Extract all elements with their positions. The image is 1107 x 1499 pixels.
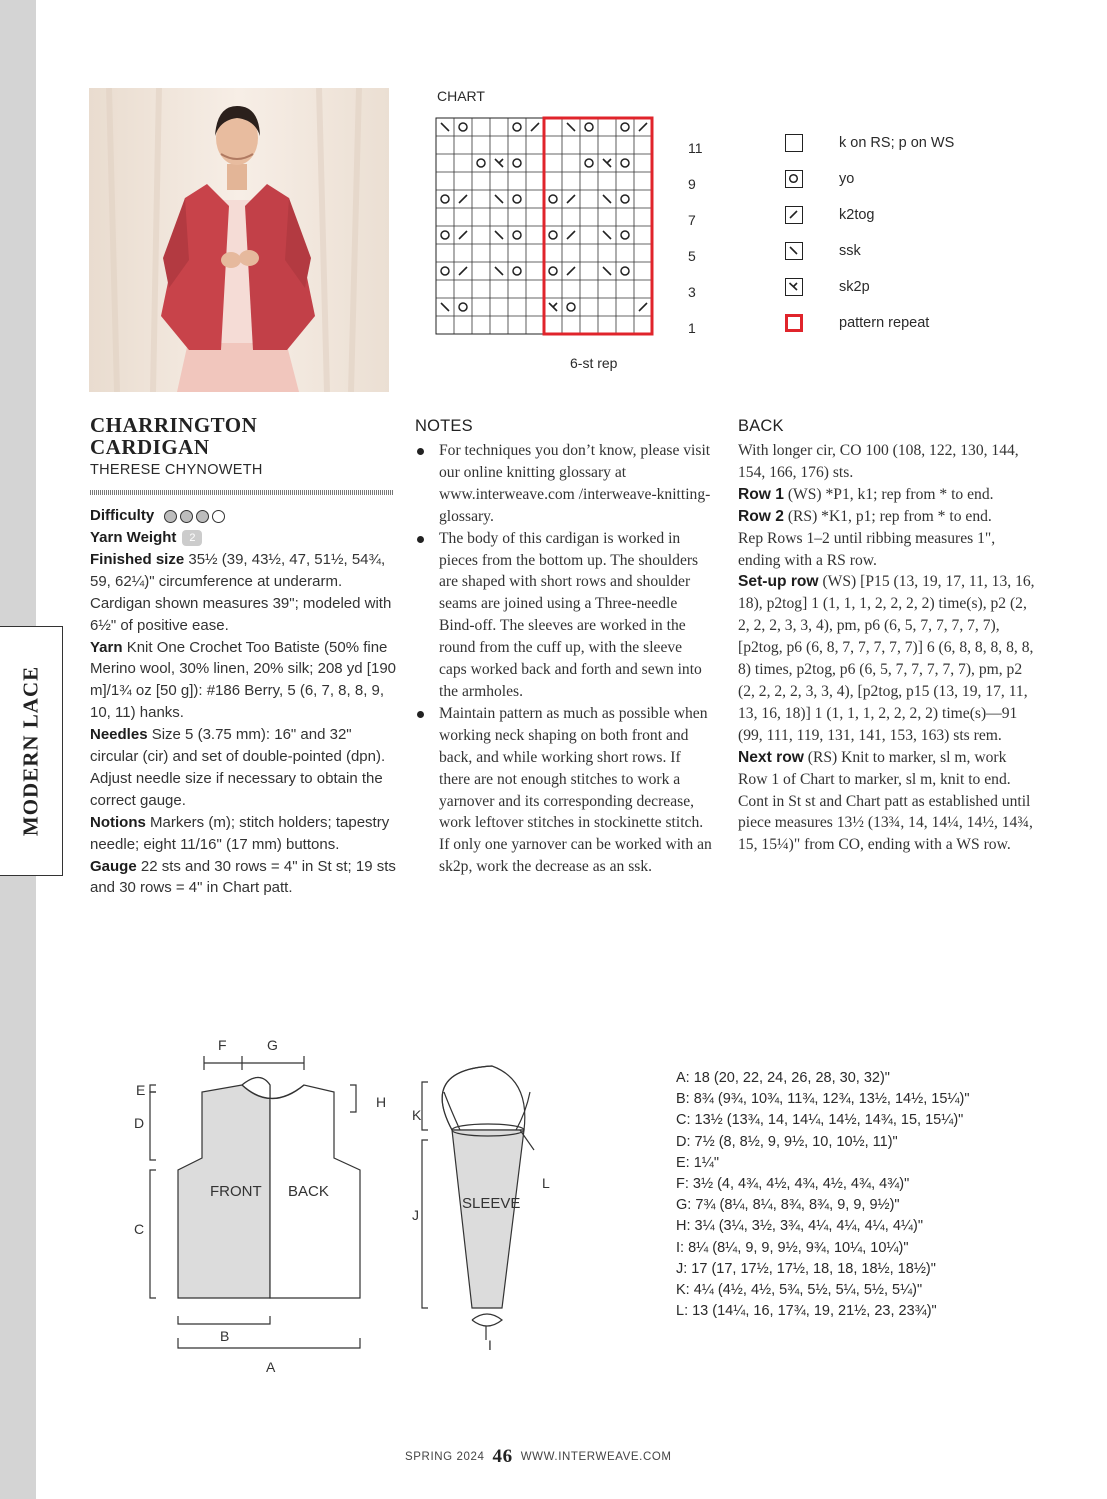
measure-e (150, 1085, 156, 1092)
yarn-text: Knit One Crochet Too Batiste (50% fine Merino wool, 30% linen, 20% silk; 208 yd [190 m]/1¾ oz [50 g]): #186 Berry, 5 (6, 7, 8, 8, 9, 10, 11) hanks. (90, 638, 397, 722)
difficulty-label: Difficulty (90, 507, 155, 524)
measurement: J: 17 (17, 17½, 17½, 18, 18, 18½, 18½)" (676, 1260, 936, 1277)
setup-row (738, 571, 1038, 746)
back-instructions (738, 440, 1038, 856)
ssk-icon (785, 242, 803, 260)
measurement: G: 7¾ (8¼, 8¼, 8¾, 8¾, 9, 9, 9½)" (676, 1197, 900, 1214)
measurement: D: 7½ (8, 8½, 9, 9½, 10, 10½, 11)" (676, 1133, 898, 1150)
gauge-label: Gauge (90, 857, 137, 875)
back-heading: BACK (738, 417, 784, 435)
measure-h (350, 1085, 356, 1112)
sk2p-icon (495, 159, 503, 167)
measurement: B: 8¾ (9¾, 10¾, 11¾, 12¾, 13½, 14½, 15¼)" (676, 1091, 970, 1108)
yarn-label: Yarn (90, 638, 123, 656)
continue-text: Cont in St st and Chart patt as established until piece measures 13½ (13¾, 14, 14¼, 14½, 14¾, 15, 15¼)" from CO, ending with a WS row. (738, 792, 1033, 854)
measurements-list (676, 1068, 969, 1322)
row-number: 7 (688, 212, 696, 228)
measure-j (422, 1140, 428, 1308)
row-number: 11 (688, 140, 703, 156)
letter-a: A (266, 1359, 276, 1375)
measure-a (178, 1338, 360, 1348)
letter-l: L (542, 1175, 550, 1191)
notions-label: Notions (90, 813, 146, 831)
pattern-title (90, 414, 257, 458)
yo-icon (621, 195, 629, 203)
yo-icon (785, 170, 803, 188)
row-2 (738, 506, 1038, 528)
letter-d: D (134, 1115, 145, 1131)
yo-icon (585, 123, 593, 131)
measure-b (178, 1316, 270, 1324)
yo-icon (513, 231, 521, 239)
yo-icon (441, 231, 449, 239)
letter-e: E (136, 1082, 146, 1098)
measurement: A: 18 (20, 22, 24, 26, 28, 30, 32)" (676, 1070, 890, 1086)
measurement: E: 1¼" (676, 1154, 720, 1171)
note-item: For techniques you don’t know, please visit our online knitting glossary at www.interweave.com /interweave-knitting-glossary. (415, 440, 713, 528)
yo-icon (549, 267, 557, 275)
yarn-weight-badge-icon: 2 (182, 530, 202, 546)
row-number: 9 (688, 176, 696, 192)
model-illustration (89, 88, 389, 392)
measure-g (242, 1056, 304, 1070)
section-tab (0, 626, 63, 876)
ssk-icon (603, 231, 611, 239)
designer-name: THERESE CHYNOWETH (90, 462, 263, 478)
yo-icon (549, 231, 557, 239)
back-intro: With longer cir, CO 100 (108, 122, 130, 144, 154, 166, 176) sts. (738, 442, 1019, 481)
yo-icon (621, 159, 629, 167)
ssk-icon (603, 267, 611, 275)
note-item: The body of this cardigan is worked in pieces from the bottom up. The shoulders are shaped with short rows and shoulder seams are joined using a Three-needle Bind-off. The sleeves are worked in the round from the cuff up, with the sleeve caps worked back and forth and sewn into the armholes. (415, 528, 713, 703)
notes-heading: NOTES (415, 417, 473, 435)
legend-label: pattern repeat (839, 315, 930, 331)
yo-icon (567, 303, 575, 311)
yo-icon (459, 303, 467, 311)
finished-size-label: Finished size (90, 550, 185, 568)
legend-label: k on RS; p on WS (839, 135, 955, 151)
k2tog-icon (531, 123, 539, 131)
k2tog-icon (459, 195, 467, 203)
yo-icon (549, 195, 557, 203)
measurement: I: 8¼ (8¼, 9, 9, 9½, 9¾, 10¼, 10¼)" (676, 1239, 909, 1256)
finished-size-row (90, 549, 398, 637)
title-divider (90, 490, 394, 495)
chart-title: CHART (437, 88, 485, 104)
yarn-weight-row (90, 527, 398, 549)
measure-d (150, 1092, 156, 1160)
row-1-label: Row 1 (738, 485, 784, 503)
yo-icon (513, 123, 521, 131)
row-1-text: (WS) *P1, k1; rep from * to end. (783, 485, 994, 503)
front-label: FRONT (210, 1183, 262, 1200)
yo-icon (585, 159, 593, 167)
repeat-label: 6-st rep (570, 355, 618, 371)
next-row-text: (RS) Knit to marker, sl m, work Row 1 of Chart to marker, sl m, knit to end. (738, 748, 1011, 788)
letter-f: F (218, 1037, 227, 1053)
letter-g: G (267, 1037, 278, 1053)
next-row (738, 747, 1038, 791)
page-footer (405, 1446, 705, 1468)
k2tog-icon (785, 206, 803, 224)
letter-c: C (134, 1221, 145, 1237)
ssk-icon (441, 303, 449, 311)
finished-size-text: 35½ (39, 43½, 47, 51½, 54¾, 59, 62¼)" circumference at underarm. Cardigan shown measures 39"; modeled with 6½" of positive ease. (90, 550, 392, 634)
yo-icon (513, 159, 521, 167)
ssk-icon (495, 231, 503, 239)
row-2-text: (RS) *K1, p1; rep from * to end. (783, 507, 992, 525)
yo-icon (441, 267, 449, 275)
rep-rows: Rep Rows 1–2 until ribbing measures 1", ending with a RS row. (738, 529, 996, 569)
k2tog-icon (639, 123, 647, 131)
row-number: 1 (688, 320, 696, 336)
legend-label: yo (839, 171, 855, 187)
cuff-arrow (472, 1314, 502, 1326)
measurement: H: 3¼ (3¼, 3½, 3¾, 4¼, 4¼, 4¼, 4¼)" (676, 1218, 923, 1235)
measurement: C: 13½ (13¾, 14, 14¼, 14½, 14¾, 15, 15¼)" (676, 1112, 964, 1129)
sk2p-icon (549, 303, 557, 311)
specs-column (90, 505, 398, 899)
knit-square-icon (785, 134, 803, 152)
k2tog-icon (567, 267, 575, 275)
sleeve-body (452, 1130, 524, 1308)
row-2-label: Row 2 (738, 507, 784, 525)
notions-row (90, 812, 398, 856)
letter-i: I (488, 1337, 492, 1353)
k2tog-icon (567, 231, 575, 239)
letter-h: H (376, 1094, 387, 1110)
page-number: 46 (492, 1446, 513, 1467)
row-number: 5 (688, 248, 696, 264)
yo-icon (621, 231, 629, 239)
yarn-row (90, 637, 398, 725)
ssk-icon (567, 123, 575, 131)
next-row-label: Next row (738, 748, 804, 766)
yo-icon (513, 195, 521, 203)
k2tog-icon (639, 303, 647, 311)
ssk-icon (495, 195, 503, 203)
ssk-icon (495, 267, 503, 275)
legend-label: sk2p (839, 279, 870, 295)
cardigan-photo (89, 88, 389, 392)
yo-icon (459, 123, 467, 131)
notes-list (415, 440, 713, 878)
yo-icon (513, 267, 521, 275)
sleeve-label: SLEEVE (462, 1195, 521, 1212)
sk2p-icon (603, 159, 611, 167)
ssk-icon (603, 195, 611, 203)
measurement: L: 13 (14¼, 16, 17¾, 19, 21½, 23, 23¾)" (676, 1303, 937, 1320)
measurement: K: 4¼ (4½, 4½, 5¾, 5½, 5¼, 5½, 5¼)" (676, 1282, 923, 1299)
row-1 (738, 484, 1038, 506)
sk2p-icon (785, 278, 803, 296)
needles-label: Needles (90, 726, 148, 744)
yo-icon (441, 195, 449, 203)
note-item: Maintain pattern as much as possible when working neck shaping on both front and back, and while working short rows. If there are not enough stitches to work a yarnover and its corresponding decrease, work leftover stitches in stockinette stitch. If only one yarnover can be worked with an sk2p, work the decrease as an ssk. (415, 703, 713, 878)
lace-chart (430, 112, 660, 342)
section-label: MODERN LACE (18, 665, 43, 837)
needles-row (90, 724, 398, 812)
gauge-row (90, 856, 398, 900)
measurement: F: 3½ (4, 4¾, 4½, 4¾, 4½, 4¾, 4¾)" (676, 1176, 910, 1193)
yo-icon (477, 159, 485, 167)
measure-k (422, 1082, 428, 1130)
setup-row-text: (WS) [P15 (13, 19, 17, 11, 13, 16, 18), p2tog] 1 (1, 1, 1, 2, 2, 2, 2) time(s), p2 (2, 2, 2, 2, 3, 3, 4), pm, p6 (6, 5, 7, 7, 7, 7, 7), [p2tog, p6 (6, 8, 7, 7, 7, 7, 7)] 6 (6, 8, 8, 8, 8, 8, 8) times, p2tog, p6 (6, 5, 7, 7, 7, 7, 7), pm, p2 (2, 2, 2, 2, 3, 3, 4), [p2tog, p15 (13, 19, 17, 11, 13, 16, 18)] 1 (1, 1, 1, 2, 2, 2, 2) time(s)—91 (99, 111, 119, 131, 141, 153, 163) sts rem. (738, 573, 1035, 744)
k2tog-icon (459, 267, 467, 275)
setup-row-label: Set-up row (738, 573, 819, 591)
measure-c (150, 1170, 156, 1298)
back-label: BACK (288, 1183, 329, 1200)
row-number: 3 (688, 284, 696, 300)
legend-label: ssk (839, 243, 861, 259)
difficulty-rating-icon (164, 505, 228, 527)
title-line: CHARRINGTON (90, 413, 258, 437)
needles-text: Size 5 (3.75 mm): 16" and 32" circular (cir) and set of double-pointed (dpn). Adjust needle size if necessary to obtain the correct gauge. (90, 726, 386, 809)
notions-text: Markers (m); stitch holders; tapestry needle; eight 11/16" (17 mm) buttons. (90, 813, 390, 853)
ssk-icon (441, 123, 449, 131)
measure-f (204, 1056, 242, 1070)
yo-icon (621, 123, 629, 131)
yo-icon (621, 267, 629, 275)
yarn-weight-label: Yarn Weight (90, 528, 177, 546)
issue-label: SPRING 2024 (405, 1451, 485, 1463)
gauge-text: 22 sts and 30 rows = 4" in St st; 19 sts and 30 rows = 4" in Chart patt. (90, 857, 396, 897)
title-line: CARDIGAN (90, 435, 210, 459)
letter-b: B (220, 1328, 230, 1344)
k2tog-icon (459, 231, 467, 239)
letter-k: K (412, 1107, 422, 1123)
pattern-repeat-icon (785, 314, 803, 332)
k2tog-icon (567, 195, 575, 203)
letter-j: J (412, 1207, 419, 1223)
schematic-diagram (120, 1030, 570, 1390)
legend-label: k2tog (839, 207, 875, 223)
site-url[interactable]: WWW.INTERWEAVE.COM (520, 1451, 672, 1463)
difficulty-row (90, 505, 398, 527)
